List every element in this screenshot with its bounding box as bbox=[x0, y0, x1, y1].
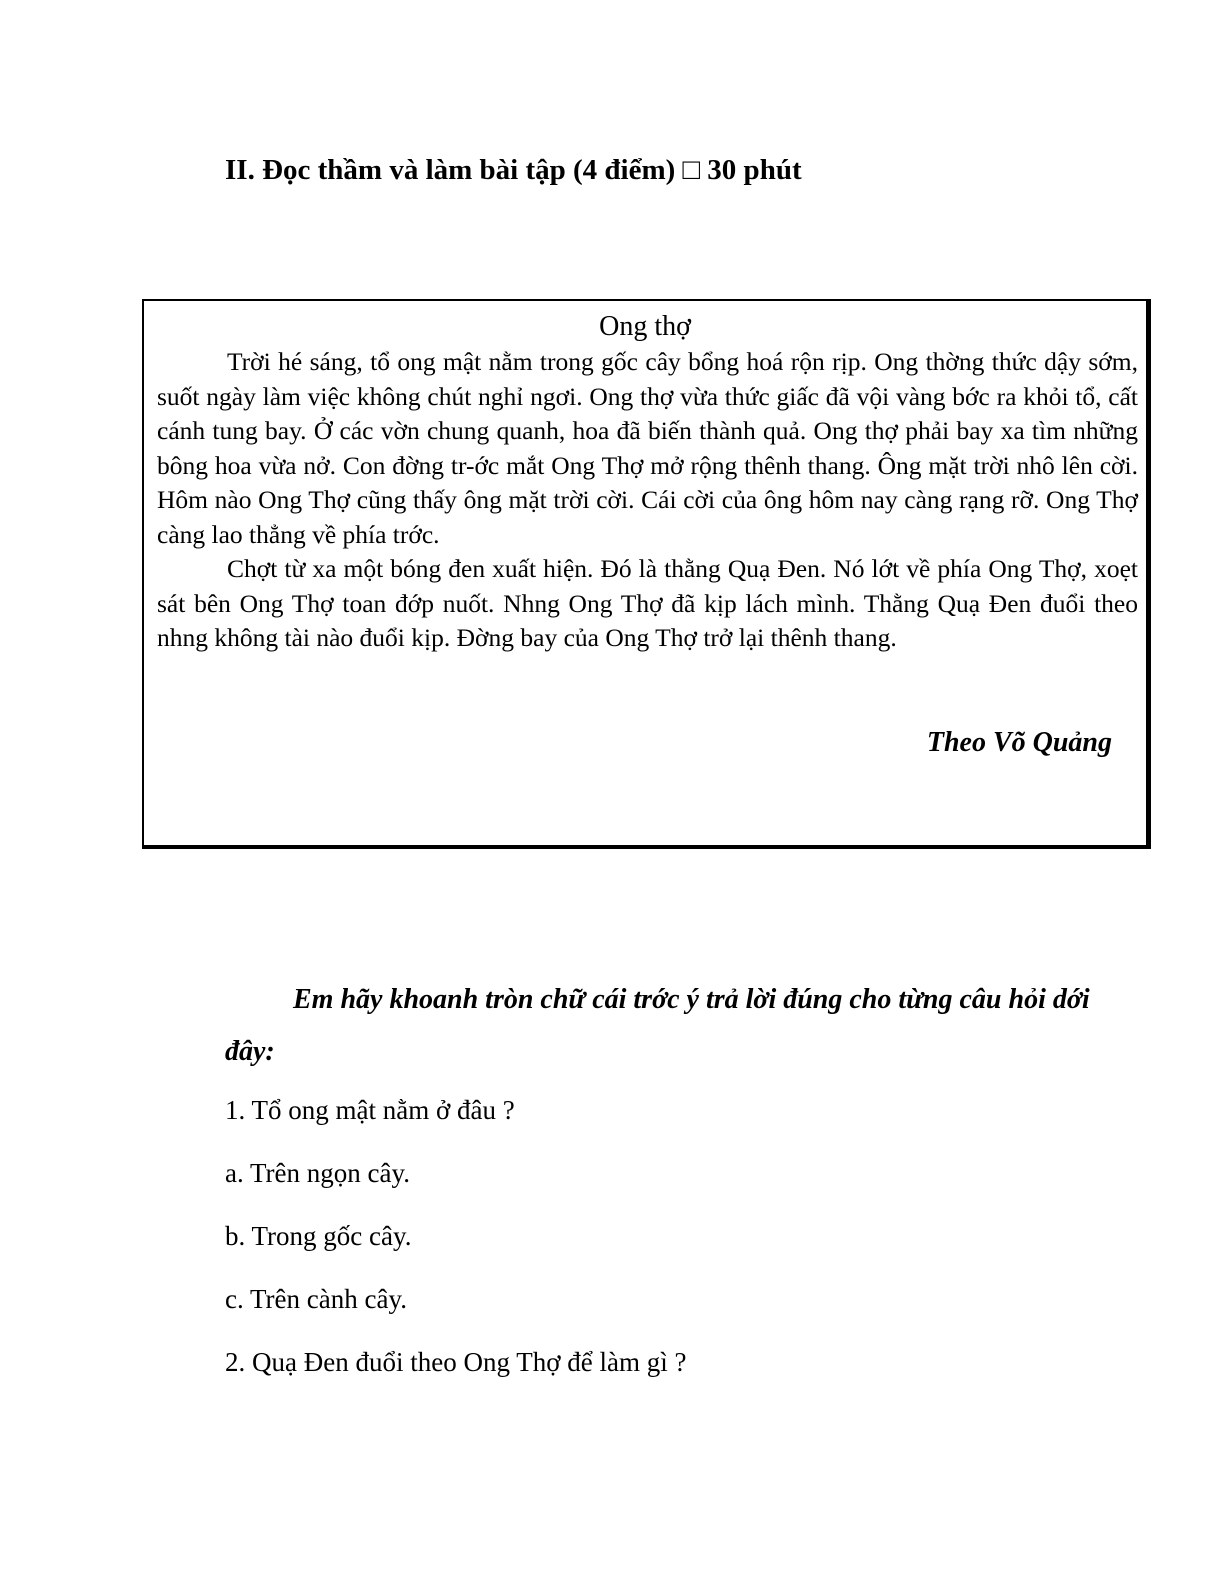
question-1-option-c: c. Trên cành cây. bbox=[225, 1284, 407, 1314]
passage-title: Ong thợ bbox=[599, 311, 691, 342]
question-1-option-a: a. Trên ngọn cây. bbox=[225, 1158, 410, 1188]
passage-body bbox=[157, 345, 1138, 656]
question-1: 1. Tổ ong mật nằm ở đâu ? bbox=[225, 1095, 515, 1125]
question-1-option-b: b. Trong gốc cây. bbox=[225, 1221, 412, 1251]
reading-passage-box bbox=[142, 299, 1151, 849]
instruction-text: Em hãy khoanh tròn chữ cái trớc ý trả lời đúng cho từng câu hỏi dới đây: bbox=[225, 984, 1090, 1067]
passage-author: Theo Võ Quảng bbox=[926, 727, 1112, 758]
passage-paragraph: Trời hé sáng, tổ ong mật nằm trong gốc cây bổng hoá rộn rịp. Ong thờng thức dậy sớm, suốt ngày làm việc không chút nghỉ ngơi. Ong thợ vừa thức giấc đã vội vàng bớc ra khỏi tổ, cất cánh tung bay. Ở các vờn chung quanh, hoa đã biến thành quả. Ong thợ phải bay xa tìm những bông hoa vừa nở. Con đờng tr-ớc mắt Ong Thợ mở rộng thênh thang. Ông mặt trời nhô lên cời. Hôm nào Ong Thợ cũng thấy ông mặt trời cời. Cái cời của ông hôm nay càng rạng rỡ. Ong Thợ càng lao thẳng về phía trớc. bbox=[157, 347, 1138, 549]
passage-paragraph: Chợt từ xa một bóng đen xuất hiện. Đó là thằng Quạ Đen. Nó lớt về phía Ong Thợ, xoẹt sát bên Ong Thợ toan đớp nuốt. Nhng Ong Thợ đã kịp lách mình. Thằng Quạ Đen đuổi theo nhng không tài nào đuổi kịp. Đờng bay của Ong Thợ trở lại thênh thang. bbox=[157, 554, 1138, 652]
question-2: 2. Quạ Đen đuổi theo Ong Thợ để làm gì ? bbox=[225, 1347, 687, 1377]
section-heading: II. Đọc thầm và làm bài tập (4 điểm) □ 30 phút bbox=[225, 154, 802, 186]
